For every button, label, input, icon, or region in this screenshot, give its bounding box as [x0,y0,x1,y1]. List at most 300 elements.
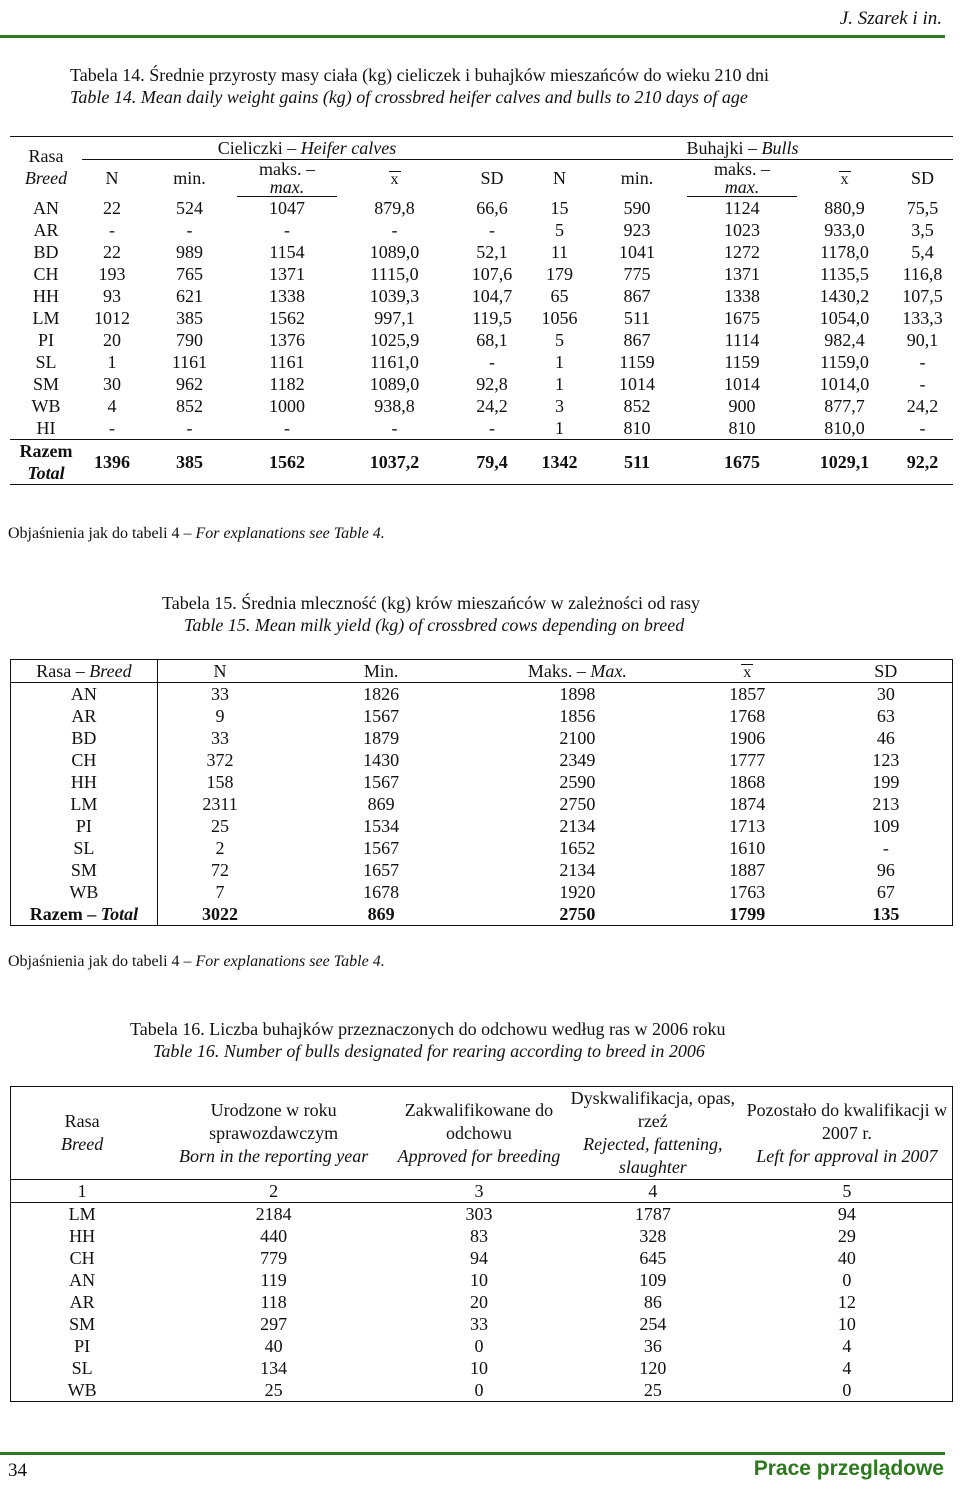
value-cell: 2134 [559,860,596,880]
value-cell: 5 [555,330,564,350]
value-cell: 3,5 [911,220,934,240]
breed-code-cell: AR [33,220,59,240]
value-cell: 10 [469,1358,488,1378]
value-cell: 1154 [269,242,305,262]
value-cell: 5 [555,220,564,240]
value-cell: 0 [842,1270,852,1290]
value-cell: 1898 [559,684,596,704]
table14-row [10,307,953,329]
value-cell: - [919,352,926,372]
table15-row [11,705,953,727]
value-cell: 7 [215,882,225,902]
breed-code-cell: AN [69,1270,96,1290]
value-cell: 1906 [729,728,766,748]
value-cell: 997,1 [374,308,415,328]
breed-code-cell: SM [32,374,59,394]
value-cell: 328 [639,1226,667,1246]
table14-col-max-en: max. [237,178,337,197]
value-cell: 1 [555,418,564,438]
table15-col-sd: SD [820,660,953,683]
table15-note: Objaśnienia jak do tabeli 4 – For explanations see Table 4. [8,953,385,970]
value-cell: 1000 [269,396,305,416]
value-cell: 1014,0 [819,374,870,394]
value-cell: 4 [107,396,117,416]
value-cell: 1182 [269,374,305,394]
value-cell: 1371 [724,264,760,284]
table16-row [11,1379,953,1402]
table14-caption [70,64,769,108]
breed-code-cell: SM [11,859,158,881]
table14-total-cell: 1562 [237,440,337,485]
table16-row [11,1357,953,1379]
table14-col-sd: SD [480,168,504,189]
value-cell: 22 [103,242,121,262]
breed-code-cell: HI [36,418,56,438]
table15-total-cell: 1799 [729,904,766,924]
table15-col-max: Maks. – Max. [480,660,675,683]
table15-row [11,771,953,793]
breed-code-cell: WB [67,1380,97,1400]
value-cell: 1675 [724,308,760,328]
breed-code-cell: LM [11,793,158,815]
breed-code-cell: HH [69,1226,96,1246]
value-cell: 1178,0 [820,242,869,262]
value-cell: 3 [555,396,564,416]
table14-col-min-bulls: min. [620,168,654,189]
value-cell: 36 [643,1336,662,1356]
table15-row [11,749,953,771]
table14-row [10,219,953,241]
value-cell: - [489,220,495,240]
table14-col-n: N [105,168,119,189]
value-cell: 765 [176,264,203,284]
value-cell: - [489,418,495,438]
value-cell: 1161 [269,352,305,372]
table16-row [11,1335,953,1357]
value-cell: 86 [643,1292,662,1312]
value-cell: 179 [546,264,573,284]
value-cell: 33 [211,684,230,704]
table16-column-numbers [11,1180,953,1203]
table16-col-number: 1 [11,1180,154,1203]
value-cell: 852 [176,396,203,416]
value-cell: 1777 [729,750,766,770]
value-cell: 879,8 [374,197,415,218]
value-cell: 83 [469,1226,488,1246]
value-cell: 923 [623,220,651,240]
table15-row [11,881,953,903]
value-cell: 1089,0 [369,374,420,394]
table15-total-cell: 869 [367,904,395,924]
table15-col-min: Min. [282,660,480,683]
table14-group-heifers: Cieliczki – Heifer calves [82,137,532,160]
table14-row [10,197,953,220]
value-cell: 67 [876,882,895,902]
value-cell: 12 [837,1292,856,1312]
value-cell: 1159 [619,352,655,372]
table16-col4-header: Dyskwalifikacja, opas, rzeź Rejected, fattening, slaughter [564,1087,742,1180]
table15-total-cell: 2750 [559,904,596,924]
table14-row [10,241,953,263]
value-cell: 1047 [269,198,305,218]
table14-total-cell: 511 [587,440,687,485]
breed-code-cell: CH [11,749,158,771]
value-cell: 33 [211,728,230,748]
value-cell: 11 [550,242,569,262]
value-cell: 2184 [255,1204,292,1224]
value-cell: 1124 [724,198,760,218]
table14-col-max-bulls: maks. – [714,159,770,179]
value-cell: 372 [206,750,234,770]
value-cell: - [391,220,398,240]
table15-body [11,683,953,904]
table14-col-max-en-bulls: max. [687,178,797,197]
value-cell: 1023 [724,220,760,240]
value-cell: 1567 [363,706,400,726]
value-cell: 213 [872,794,900,814]
value-cell: 511 [623,308,651,328]
value-cell: 1534 [363,816,400,836]
value-cell: 1678 [363,882,400,902]
value-cell: 0 [474,1336,484,1356]
value-cell: 15 [550,197,569,218]
footer-rule [0,1452,945,1455]
page-footer [0,1452,960,1490]
table14-col-mean: x [390,171,399,189]
value-cell: 645 [639,1248,667,1268]
value-cell: 1567 [363,838,400,858]
value-cell: 810,0 [824,418,865,438]
breed-code-cell: HH [11,771,158,793]
value-cell: 1763 [729,882,766,902]
value-cell: 1114 [724,330,760,350]
table16-caption-pl: Tabela 16. Liczba buhajków przeznaczonych do odchowu według ras w 2006 roku [130,1019,726,1039]
value-cell: 810 [623,418,651,438]
value-cell: 133,3 [902,308,943,328]
value-cell: 1025,9 [369,330,420,350]
value-cell: 869 [367,794,395,814]
value-cell: 1056 [541,308,578,328]
value-cell: 1089,0 [369,242,420,262]
table14-note: Objaśnienia jak do tabeli 4 – For explanations see Table 4. [8,525,385,542]
value-cell: 24,2 [906,396,939,416]
value-cell: - [284,220,290,240]
table15-total-cell: 135 [872,904,900,924]
table14-total-cell: 1342 [532,440,587,485]
table16-col-number: 4 [564,1180,742,1203]
value-cell: 10 [837,1314,856,1334]
value-cell: 1856 [559,706,596,726]
value-cell: 867 [623,286,651,306]
value-cell: 303 [465,1204,493,1224]
value-cell: 119 [260,1270,287,1290]
table16-col5-header: Pozostało do kwalifikacji w 2007 r. Left for approval in 2007 [742,1087,953,1180]
value-cell: 1371 [269,264,305,284]
value-cell: 1610 [729,838,766,858]
breed-code-cell: CH [69,1248,95,1268]
value-cell: 33 [469,1314,488,1334]
value-cell: 9 [215,706,225,726]
value-cell: 118 [260,1292,287,1312]
table14-row [10,373,953,395]
breed-code-cell: HH [33,286,59,306]
value-cell: - [919,374,926,394]
value-cell: 1159,0 [820,352,869,372]
table15 [10,659,953,926]
value-cell: 2100 [559,728,596,748]
breed-code-cell: AN [33,197,59,218]
table16-col-number: 2 [153,1180,394,1203]
table14-total-cell: 1037,2 [337,440,452,485]
table14-row [10,395,953,417]
value-cell: 2311 [202,794,238,814]
value-cell: 1874 [729,794,766,814]
value-cell: 1161,0 [370,352,419,372]
table14-total-row [10,440,953,485]
breed-code-cell: SL [71,1358,93,1378]
value-cell: 1562 [269,308,305,328]
value-cell: 1713 [729,816,766,836]
table14-total-cell: 1396 [82,440,142,485]
value-cell: 1 [107,352,117,372]
running-title: J. Szarek i in. [839,8,942,29]
table16-row [11,1247,953,1269]
value-cell: 779 [260,1248,288,1268]
breed-code-cell: SL [35,352,57,372]
value-cell: 94 [837,1204,856,1224]
value-cell: 2590 [559,772,596,792]
table14-body [10,197,953,440]
value-cell: 1 [555,352,564,372]
value-cell: 810 [728,418,756,438]
table15-row [11,683,953,706]
value-cell: 1014 [724,374,760,394]
breed-code-cell: PI [74,1336,91,1356]
table16 [10,1086,953,1402]
table14-col-max: maks. – [259,159,315,179]
value-cell: - [109,220,115,240]
value-cell: 900 [728,396,756,416]
value-cell: 119,5 [472,308,512,328]
value-cell: 93 [103,286,121,306]
table16-row [11,1225,953,1247]
breed-code-cell: AR [11,705,158,727]
table16-caption [130,1018,726,1062]
section-label: Prace przeglądowe [753,1457,944,1480]
table16-caption-en: Table 16. Number of bulls designated for rearing according to breed in 2006 [153,1041,705,1061]
value-cell: 20 [103,330,121,350]
table14-total-label: Razem Total [10,440,82,485]
value-cell: 867 [623,330,651,350]
value-cell: 877,7 [824,396,865,416]
table14-row [10,351,953,373]
value-cell: 989 [176,242,203,262]
table15-row [11,793,953,815]
table14-col-sd-bulls: SD [910,168,934,189]
table14-col-mean-bulls: x [840,171,849,189]
value-cell: 120 [639,1358,667,1378]
value-cell: 385 [176,308,203,328]
value-cell: 852 [623,396,651,416]
table14-total-cell: 1029,1 [797,440,892,485]
value-cell: 109 [872,816,900,836]
table15-caption-en: Table 15. Mean milk yield (kg) of crossbred cows depending on breed [184,615,685,635]
value-cell: 30 [103,374,121,394]
value-cell: 29 [837,1226,856,1246]
value-cell: 1430 [363,750,400,770]
value-cell: 75,5 [906,197,939,218]
value-cell: 123 [872,750,900,770]
table16-col-number: 5 [742,1180,953,1203]
table16-row [11,1291,953,1313]
value-cell: - [391,418,398,438]
table14-group-bulls: Buhajki – Bulls [532,137,953,160]
value-cell: - [919,418,926,438]
value-cell: 880,9 [824,197,865,218]
breed-code-cell: WB [11,881,158,903]
value-cell: 1787 [634,1204,671,1224]
table14-row [10,417,953,440]
breed-code-cell: AR [69,1292,95,1312]
value-cell: 775 [623,264,651,284]
table14-total-cell: 1675 [687,440,797,485]
table16-row [11,1269,953,1291]
value-cell: 1879 [363,728,400,748]
value-cell: 2750 [559,794,596,814]
table14-total-cell: 79,4 [452,440,532,485]
value-cell: 254 [639,1314,667,1334]
table14-row [10,329,953,351]
value-cell: 1826 [363,684,400,704]
value-cell: 5,4 [911,242,934,262]
value-cell: 933,0 [824,220,865,240]
value-cell: 1338 [269,286,305,306]
table14-total-cell: 385 [142,440,237,485]
value-cell: - [186,220,193,240]
table16-col-number: 3 [394,1180,564,1203]
value-cell: 4 [842,1358,852,1378]
table16-row [11,1203,953,1226]
value-cell: - [186,418,193,438]
breed-code-cell: SL [11,837,158,859]
breed-code-cell: BD [11,727,158,749]
breed-code-cell: PI [11,815,158,837]
value-cell: 40 [837,1248,856,1268]
table14-col-min: min. [173,168,206,189]
value-cell: 65 [550,286,569,306]
value-cell: 25 [264,1380,283,1400]
table14-caption-pl: Tabela 14. Średnie przyrosty masy ciała (kg) cieliczek i buhajków mieszańców do wieku 210 dni [70,65,770,85]
value-cell: 2349 [559,750,596,770]
value-cell: 1054,0 [819,308,870,328]
table14-breed-header: Rasa Breed [10,137,82,197]
value-cell: 1376 [269,330,305,350]
breed-code-cell: SM [69,1314,96,1334]
value-cell: 1159 [724,352,760,372]
table14-total-cell: 92,2 [892,440,953,485]
value-cell: 68,1 [476,330,508,350]
value-cell: - [489,352,495,372]
table16-body [11,1203,953,1402]
value-cell: 107,5 [902,286,943,306]
breed-code-cell: CH [33,264,59,284]
value-cell: 1338 [724,286,760,306]
value-cell: 22 [103,197,121,218]
table15-total-cell: 3022 [202,904,239,924]
table15-row [11,727,953,749]
value-cell: 116,8 [902,264,943,284]
value-cell: 90,1 [906,330,939,350]
value-cell: 1039,3 [369,286,420,306]
value-cell: 2 [215,838,225,858]
table16-col1-header: Rasa Breed [11,1087,154,1180]
value-cell: 63 [876,706,895,726]
table15-col-n: N [157,660,282,683]
page-number: 34 [8,1460,27,1481]
page-header [0,0,960,40]
value-cell: 46 [876,728,895,748]
value-cell: 790 [176,330,203,350]
value-cell: 440 [260,1226,288,1246]
value-cell: 1115,0 [370,264,419,284]
value-cell: 1012 [94,308,130,328]
value-cell: 2134 [559,816,596,836]
table15-row [11,837,953,859]
table14-col-n-bulls: N [553,168,566,189]
value-cell: 66,6 [476,197,508,218]
header-rule [0,35,945,38]
value-cell: - [284,418,290,438]
value-cell: 134 [260,1358,288,1378]
table15-total-label: Razem – Total [11,903,158,926]
breed-code-cell: LM [68,1204,96,1224]
table15-caption [162,592,700,636]
value-cell: 1 [555,374,564,394]
table14 [10,136,953,485]
table14-row [10,263,953,285]
value-cell: 0 [474,1380,484,1400]
breed-code-cell: LM [32,308,60,328]
table16-col3-header: Zakwalifikowane do odchowu Approved for breeding [394,1087,564,1180]
value-cell: 1652 [559,838,596,858]
table16-row [11,1313,953,1335]
value-cell: 40 [264,1336,283,1356]
value-cell: 20 [469,1292,488,1312]
table15-breed-header: Rasa – Breed [11,660,158,683]
value-cell: 1041 [619,242,655,262]
value-cell: 109 [639,1270,667,1290]
value-cell: 25 [643,1380,662,1400]
value-cell: - [882,838,889,858]
breed-code-cell: AN [11,683,158,706]
value-cell: 107,6 [471,264,513,284]
value-cell: 96 [876,860,895,880]
value-cell: 1768 [729,706,766,726]
table14-caption-en: Table 14. Mean daily weight gains (kg) of crossbred heifer calves and bulls to 210 days of age [70,87,748,107]
value-cell: 1920 [559,882,596,902]
value-cell: 590 [623,197,651,218]
value-cell: 92,8 [476,374,508,394]
value-cell: 1430,2 [819,286,870,306]
value-cell: 10 [469,1270,488,1290]
breed-code-cell: BD [33,242,59,262]
table15-row [11,859,953,881]
table15-row [11,815,953,837]
value-cell: 24,2 [476,396,508,416]
value-cell: 1887 [729,860,766,880]
value-cell: 297 [260,1314,288,1334]
value-cell: 1567 [363,772,400,792]
